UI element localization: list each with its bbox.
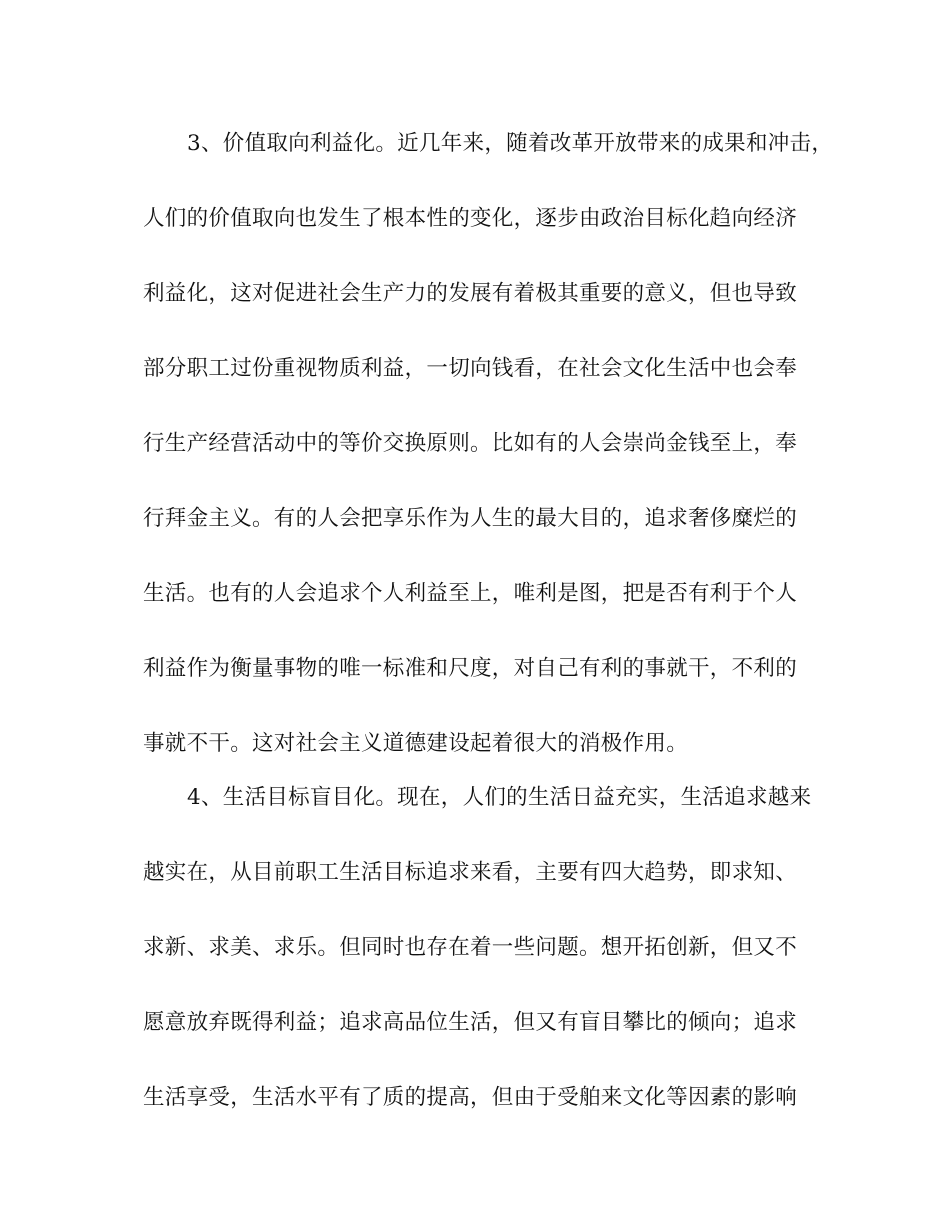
text-line: 生活享受，生活水平有了质的提高，但由于受舶来文化等因素的影响 — [143, 1085, 798, 1110]
text-line: 利益化，这对促进社会生产力的发展有着极其重要的意义，但也导致 — [143, 281, 798, 306]
text-line: 部分职工过份重视物质利益，一切向钱看，在社会文化生活中也会奉 — [143, 356, 798, 381]
text-line: 愿意放弃既得利益；追求高品位生活，但又有盲目攀比的倾向；追求 — [143, 1010, 798, 1035]
text-line: 生活。也有的人会追求个人利益至上，唯利是图，把是否有利于个人 — [143, 581, 798, 606]
text-line: 事就不干。这对社会主义道德建设起着很大的消极作用。 — [143, 731, 689, 756]
text-line: 行生产经营活动中的等价交换原则。比如有的人会崇尚金钱至上，奉 — [143, 431, 798, 456]
text-line: 利益作为衡量事物的唯一标准和尺度，对自己有利的事就干，不利的 — [143, 656, 798, 681]
text-line: 3、价值取向利益化。近几年来，随着改革开放带来的成果和冲击， — [187, 131, 834, 156]
text-line: 4、生活目标盲目化。现在，人们的生活日益充实，生活追求越来 — [187, 785, 812, 810]
text-line: 人们的价值取向也发生了根本性的变化，逐步由政治目标化趋向经济 — [143, 206, 798, 231]
text-line: 行拜金主义。有的人会把享乐作为人生的最大目的，追求奢侈糜烂的 — [143, 506, 798, 531]
text-line: 求新、求美、求乐。但同时也存在着一些问题。想开拓创新，但又不 — [143, 935, 798, 960]
text-line: 越实在，从目前职工生活目标追求来看，主要有四大趋势，即求知、 — [143, 860, 798, 885]
